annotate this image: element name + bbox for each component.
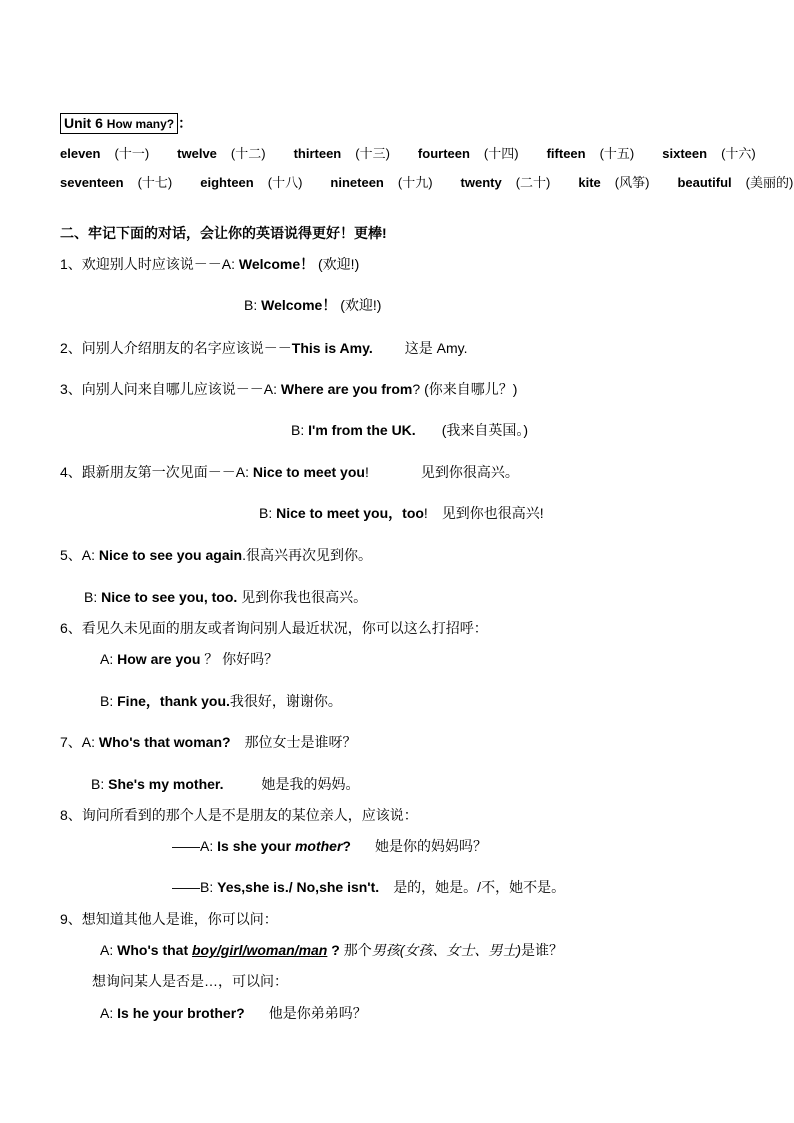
vocab-word: fourteen(十四) (417, 146, 519, 161)
dialog-3-b: B: I'm from the UK. (我来自英国。) (291, 422, 529, 438)
dialog-7-a: 7、A: Who's that woman? 那位女士是谁呀？ (60, 734, 357, 750)
section-title: 二、牢记下面的对话，会让你的英语说得更好！更棒! (60, 225, 387, 241)
vocab-word: eleven (十一) (60, 146, 150, 161)
vocab-word: twenty (二十) (460, 175, 551, 190)
vocab-row-1 (60, 143, 784, 164)
vocab-word: seventeen(十七) (60, 175, 173, 190)
dialog-6-a: A: How are you ？ 你好吗？ (100, 651, 279, 667)
dialog-4-a: 4、跟新朋友第一次见面－－A: Nice to meet you! 见到你很高兴。 (60, 464, 519, 480)
dialog-9-a: A: Who's that boy/girl/woman/man ? 那个男孩(女孩、女士、男士)是谁？ (100, 942, 564, 958)
unit-colon: ： (178, 115, 193, 131)
unit-title-box (60, 113, 178, 134)
dialog-9-intro: 9、想知道其他人是谁，你可以问： (60, 911, 278, 927)
vocab-word: thirteen (十三) (293, 146, 390, 161)
vocab-word: nineteen (十九) (330, 175, 433, 190)
dialog-2: 2、问别人介绍朋友的名字应该说－－This is Amy. 这是 Amy. (60, 340, 468, 356)
dialog-5-a: 5、A: Nice to see you again.很高兴再次见到你。 (60, 547, 372, 563)
dialog-4-b: B: Nice to meet you，too! 见到你也很高兴! (259, 505, 544, 521)
vocab-word: eighteen (十八) (200, 175, 303, 190)
dialog-8-intro: 8、询问所看到的那个人是不是朋友的某位亲人，应该说： (60, 807, 418, 823)
vocab-row-2 (60, 172, 794, 193)
vocab-word: twelve (十二) (177, 146, 266, 161)
vocab-word: beautiful (美丽的) (677, 175, 794, 190)
unit-title: How many? (106, 117, 175, 131)
vocab-word: fifteen (十五) (546, 146, 635, 161)
dialog-3-a: 3、向别人问来自哪儿应该说－－A: Where are you from? (你来自哪儿？) (60, 381, 518, 397)
dialog-8-b: ——B: Yes,she is./ No,she isn't. 是的，她是。/不，她不是。 (172, 879, 566, 895)
dialog-1-b: B: Welcome！ (欢迎!) (244, 297, 382, 313)
dialog-6-b: B: Fine，thank you.我很好，谢谢你。 (100, 693, 342, 709)
vocab-word: kite (风筝) (578, 175, 650, 190)
dialog-5-b: B: Nice to see you, too. 见到你我也很高兴。 (84, 589, 368, 605)
dialog-9-intro-2: 想询问某人是否是…，可以问： (92, 973, 288, 989)
unit-name: Unit 6 (64, 115, 103, 131)
dialog-9-b: A: Is he your brother? 他是你弟弟吗？ (100, 1005, 367, 1021)
dialog-6-intro: 6、看见久未见面的朋友或者询问别人最近状况，你可以这么打招呼： (60, 620, 488, 636)
vocab-word: sixteen (十六) (662, 146, 756, 161)
dialog-1-a: 1、欢迎别人时应该说－－A: Welcome！ (欢迎!) (60, 256, 360, 272)
dialog-8-a: ——A: Is she your mother? 她是你的妈妈吗？ (172, 838, 487, 854)
unit-header (60, 113, 192, 134)
dialog-7-b: B: She's my mother. 她是我的妈妈。 (91, 776, 360, 792)
